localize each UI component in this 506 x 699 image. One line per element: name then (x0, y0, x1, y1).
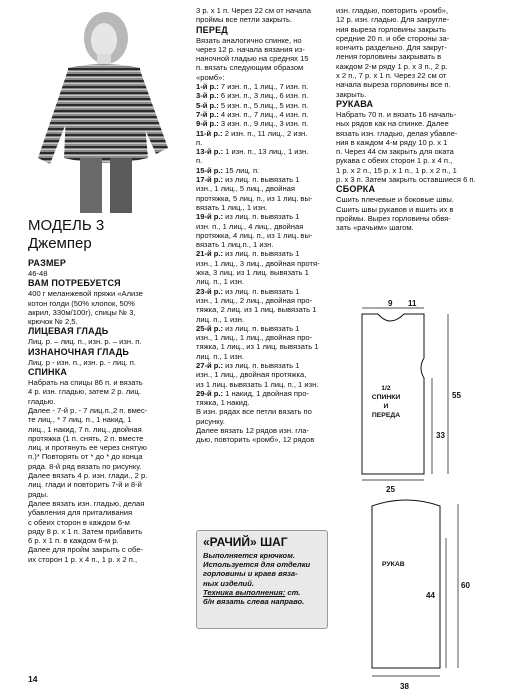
pattern-row (196, 166, 332, 175)
row-number: 9-й р.: (196, 119, 219, 129)
dim-11: 11 (408, 299, 417, 308)
row-text: протяжка, 4 лиц. п., из 1 лиц. вы- (196, 230, 313, 240)
body-label-3: И (383, 403, 389, 410)
column-2 (196, 6, 332, 445)
pattern-row (196, 380, 332, 389)
text-line: вязать изн. гладью, делая убавле- (336, 128, 458, 138)
row-text: из лиц. п. вывязать 1 (223, 212, 300, 222)
row-number: 7-й р.: (196, 109, 219, 119)
sleeve-outline (372, 500, 440, 668)
text-line: проймы. Вырез горловины обвя- (336, 213, 451, 223)
assembly-text (336, 195, 486, 232)
text-line: 400 г меланжевой пряжи «Ализе (28, 289, 143, 299)
back-heading: СПИНКА (28, 367, 68, 378)
pattern-row (196, 240, 332, 249)
text-line: проймы все петли закрыть. (196, 15, 293, 25)
text-line: акрил, 330м/100г), спицы № 3, (28, 307, 136, 317)
pattern-row (196, 212, 332, 221)
row-text: 6 изн. п., 3 лиц., 6 изн. п. (218, 91, 309, 101)
sleeves-heading: РУКАВА (336, 98, 374, 109)
text-line: Далее вязать 12 рядов изн. гла- (196, 426, 310, 436)
row-text: тяжка, 1 лиц., из 1 лиц. вывязать 1 (196, 342, 319, 352)
text-line: р. х 3 п. Затем закрыть оставшиеся 6 п. (336, 175, 476, 185)
pattern-row (196, 203, 332, 212)
materials-heading: ВАМ ПОТРЕБУЕТСЯ (28, 278, 121, 289)
pattern-row (196, 175, 332, 184)
body-label-4: ПЕРЕДА (371, 412, 401, 419)
text-line: Далее вязать 4 р. изн. глади., 2 р. (28, 471, 148, 481)
pattern-row (196, 147, 332, 156)
row-number: 29-й р.: (196, 388, 224, 398)
text-line: средние 20 п. и обе стороны за- (336, 33, 450, 43)
size-value: 46-48 (28, 269, 48, 278)
model-subtitle: Джемпер (28, 235, 92, 252)
text-line: зать «рачьим» шагом. (336, 223, 414, 233)
pattern-row (196, 296, 332, 305)
pattern-row (196, 222, 332, 231)
rhombus-rows (196, 82, 332, 407)
row-text: 2 изн. п., 11 лиц., 2 изн. (222, 128, 308, 138)
row-text: лиц. п., 1 изн. (196, 351, 245, 361)
technique-text: ст. (285, 587, 301, 597)
text-line: Выполняется крючком. (203, 551, 295, 560)
row-text: 5 изн. п., 5 лиц., 5 изн. п. (218, 100, 309, 110)
text-line: Далее - 7-й р. - 7 лиц.п.,2 п. вмес- (28, 405, 148, 415)
crab-stitch-title: «РАЧИЙ» ШАГ (203, 535, 288, 549)
row-text: 1 накид, 1 двойная про- (223, 388, 310, 398)
text-line: Набрать 70 п. и вязать 16 началь- (336, 109, 457, 119)
reverse-stockinette-heading: ИЗНАНОЧНАЯ ГЛАДЬ (28, 346, 130, 357)
text-line: п.)* Повторять от * до * до конца (28, 452, 143, 462)
text-line: ных рядов как на спинке. Далее (336, 119, 449, 129)
dim-25: 25 (386, 485, 395, 494)
front-heading: ПЕРЕД (196, 24, 228, 35)
text-line: лиц. и протянуть ее через снятую (28, 443, 147, 453)
sleeves-text (336, 110, 486, 184)
text-line: изн. гладью, повторить «ромб», (336, 6, 449, 15)
text-line: их сторон 1 р. х 4 п., 1 р. х 2 п., (28, 554, 138, 564)
text-line: с обеих сторон в каждом 6-м (28, 517, 130, 527)
dim-60: 60 (461, 581, 470, 590)
row-text: из лиц. п. вывязать 1 (223, 286, 300, 296)
text-line: горловины и краев вяза- (203, 569, 298, 579)
pattern-row (196, 305, 332, 314)
row-text: вязать 1 лиц., 1 изн. (196, 202, 268, 212)
column-3 (336, 6, 486, 233)
body-label-1: 1/2 (381, 385, 391, 392)
stockinette-text: Лиц. р. – лиц. п., изн. р. – изн. п. (28, 337, 142, 347)
text-line: ных изделий. (203, 578, 254, 588)
assembly-heading: СБОРКА (336, 184, 376, 195)
col2-top-text (196, 6, 332, 25)
dim-55: 55 (452, 391, 461, 400)
front-after-text (196, 407, 332, 444)
pattern-row (196, 249, 332, 258)
row-text: изн., 1 лиц., 2 лиц., двойная про- (196, 295, 313, 305)
crab-stitch-body (197, 551, 327, 588)
back-text (28, 378, 188, 564)
text-line: Вязать аналогично спинке, но (196, 35, 302, 45)
pattern-row (196, 110, 332, 119)
row-number: 17-й р.: (196, 175, 224, 185)
text-line: 12 р. изн. гладью. Для закругле- (336, 15, 450, 25)
dim-44: 44 (426, 591, 435, 600)
pattern-row (196, 101, 332, 110)
text-line: лиц. глади и повторить 7-й и 8-й (28, 480, 142, 490)
text-line: ряда. 8-й ряд вязать по рисунку. (28, 461, 142, 471)
col3-top-text (336, 6, 486, 99)
page-number: 14 (28, 674, 38, 684)
text-line: убавления для приталивания (28, 508, 133, 518)
text-line: лиц., 1 накид, 7 п. лиц., двойная (28, 424, 142, 434)
pattern-row (196, 333, 332, 342)
row-text: протяжка, 5 лиц. п., из 1 лиц. вы- (196, 193, 313, 203)
text-line: через 12 р. начала вязания из- (196, 44, 305, 54)
row-number: 11-й р.: (196, 128, 223, 138)
text-line: 6 р. х 1 п. в каждом 6-м р. (28, 536, 119, 546)
row-text: из 1 лиц. вывязать 1 лиц. п., 1 изн. (196, 379, 319, 389)
model-photo (28, 8, 190, 213)
text-line: п. вязать следующим образом (196, 63, 304, 73)
row-number: 5-й р.: (196, 100, 219, 110)
row-text: из лиц. п. вывязать 1 (223, 249, 300, 259)
text-line: В изн. рядах все петли вязать по (196, 407, 312, 417)
text-line: Сшить швы рукавов и вшить их в (336, 204, 454, 214)
text-line: ния выреза горловины закрыть (336, 24, 446, 34)
text-line: Далее вязать изн. гладью, делая (28, 498, 145, 508)
text-line: п. Через 44 см закрыть для оката (336, 147, 454, 157)
text-line: кончить раздельно. Для закруг- (336, 43, 447, 53)
row-number: 19-й р.: (196, 212, 224, 222)
pattern-row (196, 277, 332, 286)
row-text: тяжка, 2 лиц. из 1 лиц. вывязать 1 (196, 305, 317, 315)
pattern-row (196, 315, 332, 324)
text-line: х 2 п., 7 р. х 1 п. Через 22 см от (336, 71, 447, 81)
row-number: 15-й р.: (196, 165, 224, 175)
text-line: начала выреза горловины все п. (336, 80, 451, 90)
dim-33: 33 (436, 431, 445, 440)
text-line: закрыть. (336, 89, 367, 99)
text-line: рисунку. (196, 416, 225, 426)
pattern-row (196, 352, 332, 361)
row-text: изн., 1 лиц., 1 лиц., двойная про- (196, 333, 313, 343)
text-line: Сшить плечевые и боковые швы. (336, 195, 454, 205)
text-line: ряды. (28, 489, 49, 499)
text-line: Используется для отделки (203, 560, 311, 570)
row-text: 3 изн. п., 9 лиц., 3 изн. п. (218, 119, 309, 129)
text-line: ления горловины закрывать в (336, 52, 442, 62)
pattern-row (196, 287, 332, 296)
text-line: рукава с обеих сторон 1 р. х 4 п., (336, 156, 453, 166)
row-number: 21-й р.: (196, 249, 224, 259)
pattern-row (196, 156, 332, 165)
pattern-row (196, 361, 332, 370)
front-text (196, 36, 332, 82)
pattern-row (196, 91, 332, 100)
dim-38: 38 (400, 682, 409, 691)
text-line: «ромб»: (196, 72, 225, 82)
pattern-row (196, 398, 332, 407)
body-label-2: СПИНКИ (371, 394, 401, 401)
technique-line2: б/н вязать слева направо. (203, 597, 305, 607)
sleeve-label: РУКАВ (382, 561, 405, 568)
size-heading: РАЗМЕР (28, 258, 67, 268)
row-text: изн. п., 1 лиц., 4 лиц., двойная (196, 221, 304, 231)
row-text: изн., 1 лиц., двойная протяжка, (196, 370, 307, 380)
row-number: 13-й р.: (196, 147, 224, 157)
pattern-row (196, 342, 332, 351)
row-text: 15 лиц. п. (223, 165, 260, 175)
pattern-row (196, 370, 332, 379)
row-text: вязать 1 лиц.п., 1 изн. (196, 240, 274, 250)
text-line: Набрать на спицы 86 п. и вязать (28, 378, 143, 388)
text-line: каждом 2-м ряду 1 р. х 3 п., 2 р. (336, 61, 448, 71)
pattern-row (196, 129, 332, 138)
row-text: тяжка, 1 накид. (196, 398, 250, 408)
stockinette-heading: ЛИЦЕВАЯ ГЛАДЬ (28, 326, 109, 337)
dim-9: 9 (388, 299, 393, 308)
column-1 (28, 258, 188, 564)
crab-stitch-technique (197, 588, 327, 597)
pattern-row (196, 184, 332, 193)
pattern-row (196, 231, 332, 240)
row-text: изн., 1 лиц., 3 лиц., двойная протя- (196, 258, 320, 268)
row-text: п. (196, 156, 203, 166)
model-title: МОДЕЛЬ 3 (28, 217, 105, 234)
pattern-row (196, 194, 332, 203)
row-text: лиц. п., 1 изн. (196, 277, 245, 287)
row-text: жка, 3 лиц. из 1 лиц. вывязать 1 (196, 268, 309, 278)
text-line: крючок № 2,5. (28, 317, 78, 327)
row-text: 1 изн. п., 13 лиц., 1 изн. (223, 147, 309, 157)
row-text: п. (196, 137, 203, 147)
row-text: из лиц. п. вывязать 1 (223, 175, 300, 185)
text-line: котон голди (50% хлопок, 50% (28, 298, 135, 308)
text-line: наночной гладью на среднях 15 (196, 54, 309, 64)
pattern-row (196, 119, 332, 128)
row-text: 4 изн. п., 7 лиц., 4 изн. п. (218, 109, 309, 119)
text-line: 4 р. изн. гладью, затем 2 р. лиц. (28, 387, 141, 397)
text-line: 3 р. х 1 п. Через 22 см от начала (196, 6, 311, 15)
row-number: 25-й р.: (196, 323, 224, 333)
row-text: лиц. п., 1 изн. (196, 314, 245, 324)
crab-stitch-box (196, 530, 328, 629)
row-text: из лиц. п. вывязать 1 (223, 323, 300, 333)
pattern-row (196, 138, 332, 147)
pattern-row (196, 389, 332, 398)
materials-text (28, 289, 188, 326)
text-line: протяжка (1 п. снять, 2 п. вместе (28, 433, 144, 443)
text-line: ряду 8 р. х 1 п. Затем прибавить (28, 526, 143, 536)
row-number: 1-й р.: (196, 82, 219, 92)
pattern-diagram (348, 298, 488, 698)
text-line: Далее для пройм закрыть с обе- (28, 545, 143, 555)
pattern-row (196, 259, 332, 268)
row-text: из лиц. п. вывязать 1 (223, 360, 300, 370)
row-text: изн., 1 лиц., 5 лиц., двойная (196, 184, 295, 194)
pattern-row (196, 324, 332, 333)
text-line: гладью. (28, 396, 56, 406)
reverse-stockinette-text: Лиц. р - изн. п., изн. р. - лиц. п. (28, 357, 137, 367)
pattern-row (196, 82, 332, 91)
row-text: 7 изн. п., 1 лиц., 7 изн. п. (218, 82, 309, 92)
row-number: 23-й р.: (196, 286, 224, 296)
text-line: ния в каждом 4-м ряду 10 р. х 1 (336, 137, 448, 147)
row-number: 3-й р.: (196, 91, 219, 101)
text-line: дью, повторить «ромб», 12 рядов (196, 435, 315, 445)
text-line: те лиц., * 7 лиц. п., 1 накид, 1 (28, 415, 132, 425)
pattern-row (196, 268, 332, 277)
row-number: 27-й р.: (196, 360, 224, 370)
technique-label: Техника выполнения: (203, 587, 286, 597)
text-line: 1 р. х 2 п., 15 р. х 1 п., 1 р. х 2 п., 1 (336, 165, 457, 175)
